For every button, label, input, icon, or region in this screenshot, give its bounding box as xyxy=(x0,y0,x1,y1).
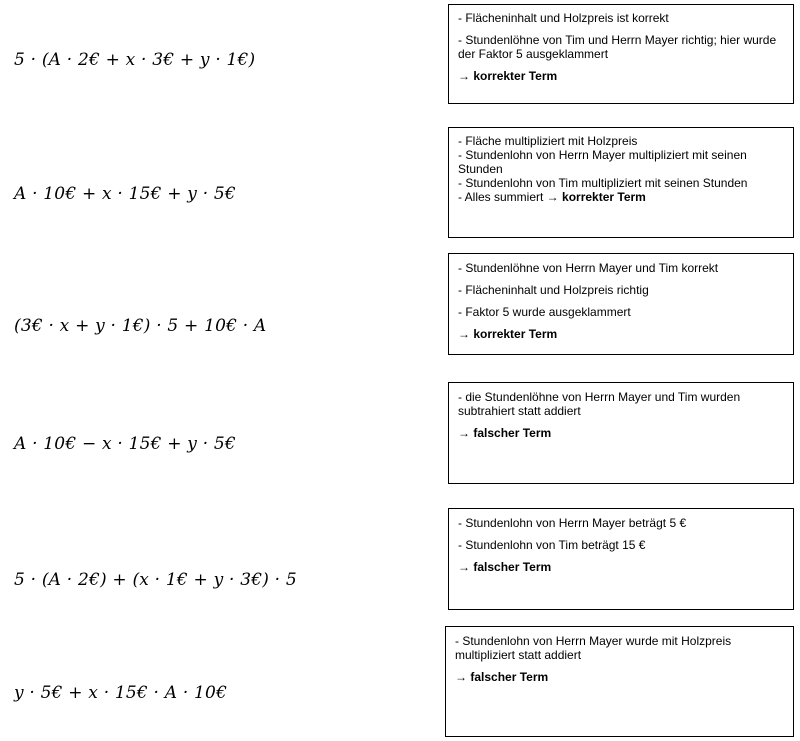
verdict-text: korrekter Term xyxy=(473,69,558,83)
explanation-box-6 xyxy=(445,626,794,737)
verdict-text: korrekter Term xyxy=(473,327,558,341)
math-term-3: (3€ · x + y · 1€) · 5 + 10€ · A xyxy=(14,316,267,336)
verdict-text: korrekter Term xyxy=(562,190,646,204)
verdict xyxy=(455,670,785,684)
explanation-line: - die Stundenlöhne von Herrn Mayer und Tim wurden subtrahiert statt addiert xyxy=(458,390,741,418)
verdict xyxy=(458,426,785,440)
explanation-box-2 xyxy=(448,127,794,238)
arrow-icon: → xyxy=(458,426,470,440)
explanation-line: - Stundenlohn von Herrn Mayer wurde mit Holzpreis multipliziert statt addiert xyxy=(455,634,732,662)
math-term-2: A · 10€ + x · 15€ + y · 5€ xyxy=(14,184,236,204)
explanation-line: - Flächeninhalt und Holzpreis richtig xyxy=(458,283,649,297)
explanation-box-4 xyxy=(448,382,794,484)
arrow-icon: → xyxy=(458,560,470,574)
explanation-line: - Stundenlöhne von Tim und Herrn Mayer richtig; hier wurde der Faktor 5 ausgeklammert xyxy=(458,33,777,61)
explanation-line: - Stundenlohn von Tim multipliziert mit seinen Stunden xyxy=(458,176,748,190)
explanation-box-1 xyxy=(448,4,794,104)
arrow-icon: → xyxy=(458,327,470,341)
verdict-text: falscher Term xyxy=(473,560,552,574)
explanation-line: - Stundenlohn von Herrn Mayer multipliziert mit seinen Stunden xyxy=(458,148,747,176)
math-term-6: y · 5€ + x · 15€ · A · 10€ xyxy=(14,683,228,703)
math-term-5: 5 · (A · 2€) + (x · 1€ + y · 3€) · 5 xyxy=(14,570,297,590)
explanation-line: - Fläche multipliziert mit Holzpreis xyxy=(458,134,638,148)
explanation-line: - Alles summiert → xyxy=(458,190,559,204)
verdict xyxy=(458,327,785,341)
math-term-1: 5 · (A · 2€ + x · 3€ + y · 1€) xyxy=(14,50,256,70)
explanation-box-3 xyxy=(448,253,794,355)
explanation-box-5 xyxy=(448,508,794,610)
explanation-line: - Stundenlöhne von Herrn Mayer und Tim korrekt xyxy=(458,261,719,275)
explanation-line: - Stundenlohn von Tim beträgt 15 € xyxy=(458,538,646,552)
arrow-icon: → xyxy=(455,670,467,684)
explanation-line: - Stundenlohn von Herrn Mayer beträgt 5 € xyxy=(458,516,687,530)
verdict-text: falscher Term xyxy=(470,670,549,684)
verdict-text: falscher Term xyxy=(473,426,552,440)
verdict xyxy=(458,190,785,204)
explanation-line: - Faktor 5 wurde ausgeklammert xyxy=(458,305,631,319)
verdict xyxy=(458,560,785,574)
verdict xyxy=(458,69,785,83)
arrow-icon: → xyxy=(458,69,470,83)
math-term-4: A · 10€ − x · 15€ + y · 5€ xyxy=(14,434,236,454)
explanation-line: - Flächeninhalt und Holzpreis ist korrekt xyxy=(458,11,669,25)
